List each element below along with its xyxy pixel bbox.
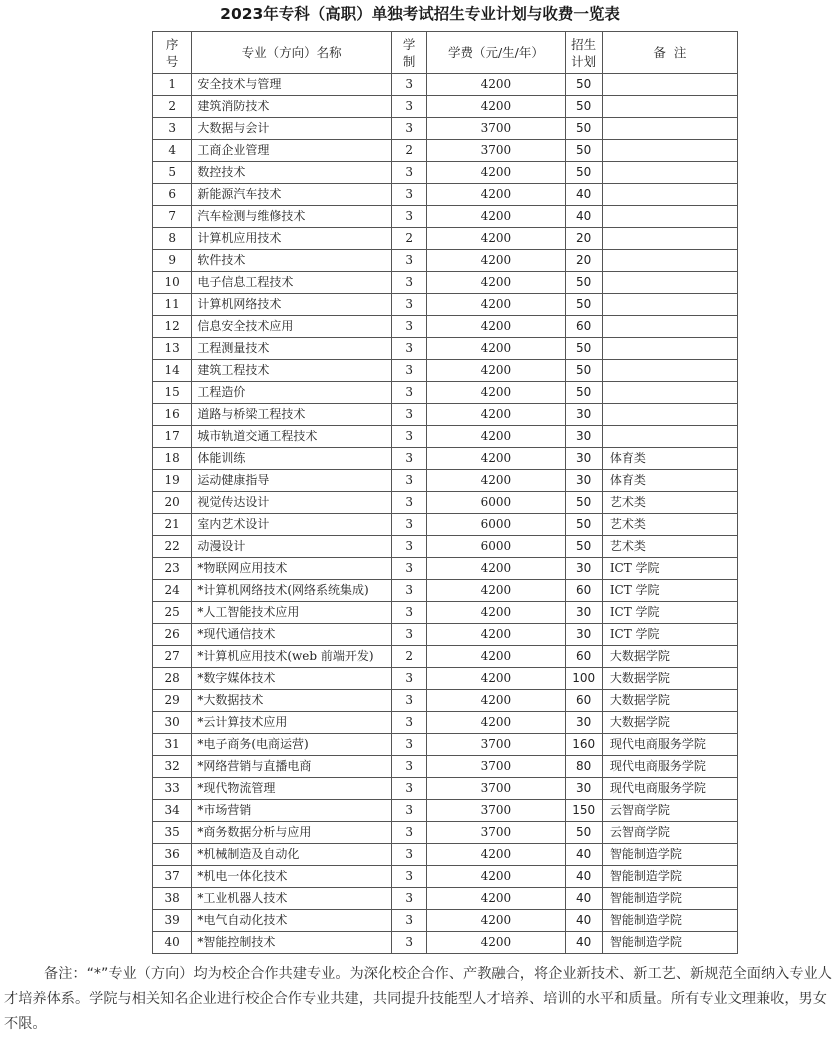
table-row [153,536,738,558]
cell-major-name: *网络营销与直播电商 [192,756,392,778]
cell-quota: 50 [565,74,602,96]
cell-note: 艺术类 [602,514,737,536]
cell-note: 智能制造学院 [602,866,737,888]
cell-no: 39 [153,910,192,932]
table-row [153,624,738,646]
cell-fee: 3700 [427,822,565,844]
cell-years: 3 [392,162,427,184]
cell-quota: 50 [565,492,602,514]
cell-quota: 50 [565,294,602,316]
cell-quota: 50 [565,272,602,294]
cell-years: 3 [392,272,427,294]
cell-quota: 30 [565,602,602,624]
cell-years: 3 [392,910,427,932]
table-row [153,734,738,756]
cell-note [602,96,737,118]
cell-years: 3 [392,558,427,580]
cell-major-name: 室内艺术设计 [192,514,392,536]
cell-no: 38 [153,888,192,910]
cell-note: 现代电商服务学院 [602,734,737,756]
cell-years: 3 [392,96,427,118]
cell-fee: 4200 [427,932,565,954]
cell-years: 3 [392,492,427,514]
cell-no: 9 [153,250,192,272]
cell-major-name: 视觉传达设计 [192,492,392,514]
table-row [153,778,738,800]
cell-no: 24 [153,580,192,602]
cell-note: ICT 学院 [602,580,737,602]
cell-major-name: *工业机器人技术 [192,888,392,910]
cell-no: 37 [153,866,192,888]
cell-quota: 40 [565,932,602,954]
cell-major-name: 动漫设计 [192,536,392,558]
cell-major-name: *现代物流管理 [192,778,392,800]
table-row [153,822,738,844]
cell-quota: 50 [565,360,602,382]
cell-no: 15 [153,382,192,404]
table-row [153,96,738,118]
cell-fee: 4200 [427,426,565,448]
cell-no: 1 [153,74,192,96]
cell-no: 3 [153,118,192,140]
cell-years: 3 [392,822,427,844]
cell-major-name: 体能训练 [192,448,392,470]
cell-no: 32 [153,756,192,778]
cell-quota: 30 [565,624,602,646]
cell-years: 3 [392,74,427,96]
table-row [153,888,738,910]
table-row [153,580,738,602]
footnote: 备注：“*”专业（方向）均为校企合作共建专业。为深化校企合作、产教融合，将企业新技术、新工艺、新规范全面纳入专业人才培养体系。学院与相关知名企业进行校企合作专业共建，共同提升技能型人才培养、培训的水平和质量。所有专业文理兼收，男女不限。 [4,966,832,1032]
cell-no: 18 [153,448,192,470]
cell-no: 19 [153,470,192,492]
table-row [153,294,738,316]
cell-note [602,184,737,206]
cell-note: 艺术类 [602,536,737,558]
cell-no: 29 [153,690,192,712]
cell-years: 3 [392,800,427,822]
cell-no: 20 [153,492,192,514]
cell-major-name: *电气自动化技术 [192,910,392,932]
cell-fee: 4200 [427,206,565,228]
cell-quota: 60 [565,690,602,712]
cell-fee: 4200 [427,272,565,294]
cell-major-name: 大数据与会计 [192,118,392,140]
header-note: 备 注 [602,32,737,74]
cell-years: 2 [392,140,427,162]
cell-no: 26 [153,624,192,646]
cell-note [602,272,737,294]
cell-note: 体育类 [602,470,737,492]
cell-major-name: 建筑工程技术 [192,360,392,382]
cell-note: 艺术类 [602,492,737,514]
cell-note [602,404,737,426]
cell-no: 6 [153,184,192,206]
cell-no: 28 [153,668,192,690]
cell-fee: 4200 [427,228,565,250]
cell-fee: 3700 [427,778,565,800]
table-row [153,316,738,338]
cell-fee: 4200 [427,470,565,492]
cell-quota: 30 [565,778,602,800]
cell-no: 40 [153,932,192,954]
header-no: 序 号 [153,32,192,74]
cell-major-name: 道路与桥梁工程技术 [192,404,392,426]
cell-fee: 3700 [427,118,565,140]
cell-no: 16 [153,404,192,426]
cell-quota: 40 [565,866,602,888]
cell-quota: 60 [565,316,602,338]
cell-years: 3 [392,844,427,866]
table-row [153,448,738,470]
cell-major-name: 电子信息工程技术 [192,272,392,294]
cell-years: 3 [392,756,427,778]
cell-years: 3 [392,932,427,954]
table-row [153,228,738,250]
cell-fee: 4200 [427,96,565,118]
cell-fee: 3700 [427,734,565,756]
cell-note [602,294,737,316]
cell-fee: 4200 [427,602,565,624]
cell-years: 3 [392,536,427,558]
cell-major-name: *物联网应用技术 [192,558,392,580]
cell-note: 智能制造学院 [602,844,737,866]
cell-note: 智能制造学院 [602,910,737,932]
cell-no: 31 [153,734,192,756]
cell-quota: 50 [565,162,602,184]
cell-quota: 60 [565,646,602,668]
cell-major-name: 计算机应用技术 [192,228,392,250]
cell-quota: 30 [565,712,602,734]
cell-major-name: *人工智能技术应用 [192,602,392,624]
cell-quota: 160 [565,734,602,756]
cell-quota: 50 [565,822,602,844]
table-row [153,800,738,822]
table-row [153,382,738,404]
cell-years: 3 [392,360,427,382]
table-row [153,360,738,382]
cell-major-name: *现代通信技术 [192,624,392,646]
cell-no: 23 [153,558,192,580]
cell-no: 13 [153,338,192,360]
header-fee: 学费（元/生/年） [427,32,565,74]
table-row [153,338,738,360]
cell-years: 3 [392,250,427,272]
cell-note: 现代电商服务学院 [602,756,737,778]
cell-major-name: *电子商务(电商运营) [192,734,392,756]
header-name: 专业（方向）名称 [192,32,392,74]
cell-major-name: 城市轨道交通工程技术 [192,426,392,448]
cell-fee: 4200 [427,624,565,646]
cell-major-name: *市场营销 [192,800,392,822]
cell-major-name: *智能控制技术 [192,932,392,954]
cell-years: 3 [392,426,427,448]
cell-years: 2 [392,228,427,250]
cell-years: 3 [392,316,427,338]
cell-quota: 30 [565,558,602,580]
cell-quota: 40 [565,910,602,932]
cell-note: ICT 学院 [602,602,737,624]
table-header-row [153,32,738,74]
cell-note [602,316,737,338]
cell-note [602,338,737,360]
table-row [153,844,738,866]
cell-fee: 4200 [427,910,565,932]
cell-major-name: *机电一体化技术 [192,866,392,888]
cell-fee: 4200 [427,360,565,382]
cell-fee: 4200 [427,888,565,910]
cell-fee: 3700 [427,140,565,162]
cell-no: 30 [153,712,192,734]
cell-fee: 4200 [427,866,565,888]
header-years: 学 制 [392,32,427,74]
cell-fee: 4200 [427,316,565,338]
cell-no: 4 [153,140,192,162]
cell-major-name: 工商企业管理 [192,140,392,162]
cell-note [602,74,737,96]
cell-years: 3 [392,624,427,646]
enrollment-plan-table [152,31,738,954]
cell-major-name: *大数据技术 [192,690,392,712]
cell-quota: 30 [565,470,602,492]
cell-note [602,162,737,184]
cell-years: 3 [392,470,427,492]
cell-no: 14 [153,360,192,382]
table-row [153,756,738,778]
cell-note [602,360,737,382]
cell-quota: 50 [565,140,602,162]
cell-note [602,426,737,448]
cell-years: 3 [392,448,427,470]
cell-note: 云智商学院 [602,822,737,844]
cell-no: 8 [153,228,192,250]
cell-quota: 60 [565,580,602,602]
cell-no: 34 [153,800,192,822]
cell-fee: 4200 [427,448,565,470]
cell-no: 11 [153,294,192,316]
cell-major-name: *商务数据分析与应用 [192,822,392,844]
cell-fee: 4200 [427,404,565,426]
cell-quota: 40 [565,844,602,866]
cell-fee: 3700 [427,800,565,822]
cell-major-name: *机械制造及自动化 [192,844,392,866]
table-row [153,250,738,272]
cell-note [602,382,737,404]
cell-major-name: 数控技术 [192,162,392,184]
cell-major-name: 工程造价 [192,382,392,404]
table-row [153,404,738,426]
table-row [153,184,738,206]
cell-years: 3 [392,338,427,360]
cell-major-name: *计算机应用技术(web 前端开发) [192,646,392,668]
table-row [153,712,738,734]
cell-quota: 50 [565,536,602,558]
cell-note: 大数据学院 [602,712,737,734]
cell-no: 10 [153,272,192,294]
cell-major-name: 汽车检测与维修技术 [192,206,392,228]
cell-years: 3 [392,404,427,426]
cell-major-name: 信息安全技术应用 [192,316,392,338]
cell-quota: 40 [565,184,602,206]
cell-no: 27 [153,646,192,668]
cell-no: 33 [153,778,192,800]
table-row [153,492,738,514]
cell-no: 25 [153,602,192,624]
cell-years: 3 [392,206,427,228]
table-row [153,690,738,712]
cell-years: 3 [392,888,427,910]
cell-note [602,118,737,140]
cell-quota: 20 [565,250,602,272]
cell-note: 智能制造学院 [602,888,737,910]
table-row [153,866,738,888]
table-row [153,206,738,228]
cell-quota: 100 [565,668,602,690]
table-row [153,558,738,580]
cell-fee: 6000 [427,536,565,558]
cell-note: 大数据学院 [602,690,737,712]
cell-fee: 4200 [427,74,565,96]
cell-fee: 4200 [427,558,565,580]
cell-quota: 50 [565,338,602,360]
cell-fee: 4200 [427,184,565,206]
cell-note [602,206,737,228]
cell-years: 3 [392,602,427,624]
cell-fee: 6000 [427,492,565,514]
cell-years: 3 [392,690,427,712]
cell-note [602,140,737,162]
cell-note: 大数据学院 [602,668,737,690]
table-row [153,140,738,162]
table-row [153,646,738,668]
page-title: 2023年专科（高职）单独考试招生专业计划与收费一览表 [220,5,620,23]
cell-fee: 6000 [427,514,565,536]
header-quota: 招生 计划 [565,32,602,74]
cell-note: 大数据学院 [602,646,737,668]
cell-major-name: *计算机网络技术(网络系统集成) [192,580,392,602]
table-row [153,118,738,140]
cell-quota: 30 [565,404,602,426]
cell-years: 3 [392,778,427,800]
table-row [153,602,738,624]
cell-years: 2 [392,646,427,668]
table-row [153,668,738,690]
cell-no: 35 [153,822,192,844]
cell-major-name: *数字媒体技术 [192,668,392,690]
cell-quota: 50 [565,514,602,536]
table-row [153,162,738,184]
cell-no: 2 [153,96,192,118]
cell-fee: 4200 [427,162,565,184]
cell-quota: 50 [565,96,602,118]
cell-major-name: 计算机网络技术 [192,294,392,316]
cell-fee: 4200 [427,338,565,360]
cell-note: 现代电商服务学院 [602,778,737,800]
cell-years: 3 [392,382,427,404]
cell-years: 3 [392,184,427,206]
cell-years: 3 [392,734,427,756]
cell-no: 22 [153,536,192,558]
table-row [153,426,738,448]
cell-no: 5 [153,162,192,184]
cell-years: 3 [392,118,427,140]
cell-quota: 30 [565,448,602,470]
cell-quota: 50 [565,118,602,140]
cell-no: 21 [153,514,192,536]
cell-fee: 4200 [427,294,565,316]
cell-fee: 4200 [427,690,565,712]
cell-fee: 3700 [427,756,565,778]
cell-years: 3 [392,514,427,536]
cell-years: 3 [392,866,427,888]
cell-note: 智能制造学院 [602,932,737,954]
cell-no: 36 [153,844,192,866]
cell-note: 体育类 [602,448,737,470]
table-row [153,470,738,492]
cell-no: 7 [153,206,192,228]
cell-quota: 20 [565,228,602,250]
cell-major-name: 运动健康指导 [192,470,392,492]
cell-major-name: 新能源汽车技术 [192,184,392,206]
cell-years: 3 [392,712,427,734]
cell-no: 17 [153,426,192,448]
cell-no: 12 [153,316,192,338]
table-row [153,74,738,96]
cell-major-name: 建筑消防技术 [192,96,392,118]
cell-fee: 4200 [427,668,565,690]
table-row [153,272,738,294]
cell-years: 3 [392,294,427,316]
cell-note: 云智商学院 [602,800,737,822]
cell-quota: 30 [565,426,602,448]
cell-years: 3 [392,668,427,690]
cell-fee: 4200 [427,712,565,734]
cell-quota: 40 [565,888,602,910]
cell-quota: 40 [565,206,602,228]
cell-fee: 4200 [427,382,565,404]
cell-fee: 4200 [427,646,565,668]
cell-major-name: 安全技术与管理 [192,74,392,96]
cell-major-name: 软件技术 [192,250,392,272]
cell-years: 3 [392,580,427,602]
cell-major-name: *云计算技术应用 [192,712,392,734]
cell-fee: 4200 [427,250,565,272]
cell-quota: 80 [565,756,602,778]
cell-note [602,228,737,250]
cell-fee: 4200 [427,580,565,602]
table-row [153,514,738,536]
cell-major-name: 工程测量技术 [192,338,392,360]
cell-quota: 150 [565,800,602,822]
cell-fee: 4200 [427,844,565,866]
cell-note: ICT 学院 [602,624,737,646]
table-row [153,932,738,954]
cell-quota: 50 [565,382,602,404]
cell-note: ICT 学院 [602,558,737,580]
cell-note [602,250,737,272]
table-row [153,910,738,932]
